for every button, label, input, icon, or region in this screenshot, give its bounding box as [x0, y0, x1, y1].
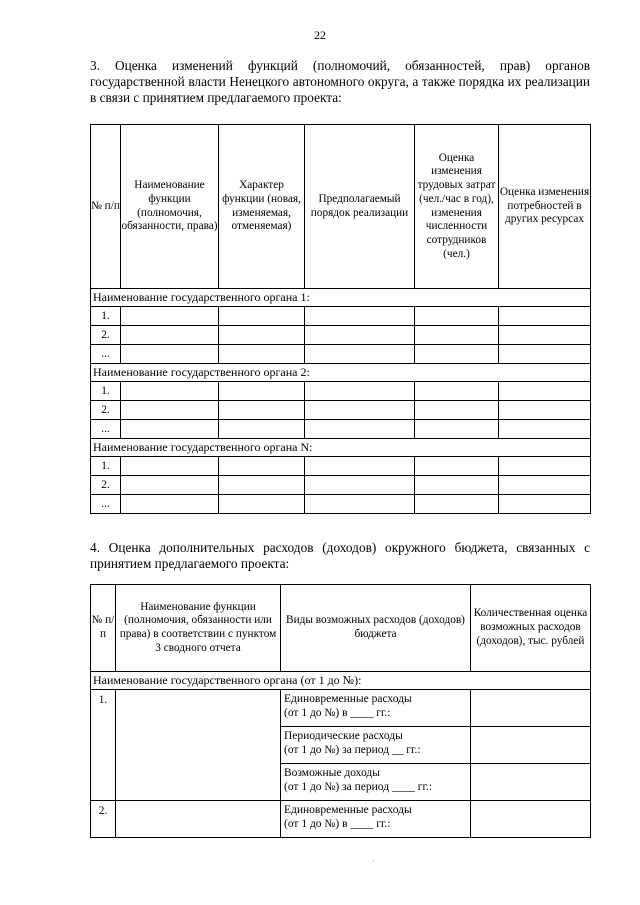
header-expense-kinds: Виды возможных расходов (доходов) бюджета [281, 585, 471, 672]
table-row [91, 307, 591, 326]
cell [219, 326, 305, 345]
header-function-name: Наименование функции (полномочия, обязанности или права) в соответствии с пунктом 3 сводного отчета [116, 585, 281, 672]
cell [116, 801, 281, 838]
header-function-character: Характер функции (новая, изменяемая, отменяемая) [219, 125, 305, 289]
group-label: Наименование государственного органа 2: [91, 364, 591, 382]
cell [219, 476, 305, 495]
expense-kind-line: (от 1 до №) за период ____ гг.: [284, 781, 433, 793]
row-number: 1. [91, 307, 121, 326]
table-row [91, 401, 591, 420]
cell [219, 495, 305, 514]
cell [121, 495, 219, 514]
group-label: Наименование государственного органа (от 1 до №): [91, 672, 591, 690]
cell [415, 495, 499, 514]
cell [219, 420, 305, 439]
cell [415, 326, 499, 345]
cell [305, 457, 415, 476]
row-number: ... [91, 345, 121, 364]
cell [121, 476, 219, 495]
cell [415, 401, 499, 420]
expense-kind-line: (от 1 до №) за период __ гг.: [284, 744, 421, 756]
cell [305, 401, 415, 420]
cell [121, 401, 219, 420]
header-labor-estimate: Оценка изменения трудовых затрат (чел./час в год), изменения численности сотрудников (чел.) [415, 125, 499, 289]
row-number: 1. [91, 690, 116, 801]
cell [305, 476, 415, 495]
expense-kind-onetime [281, 690, 471, 727]
cell [121, 326, 219, 345]
table-row [91, 326, 591, 345]
cell [499, 345, 591, 364]
budget-table-header [91, 585, 591, 672]
cell [121, 457, 219, 476]
cell [219, 457, 305, 476]
functions-table-header [91, 125, 591, 289]
row-number: 2. [91, 401, 121, 420]
row-number: ... [91, 420, 121, 439]
page-number: 22 [314, 28, 326, 42]
cell [499, 401, 591, 420]
functions-table [90, 124, 591, 514]
expense-kind-line: (от 1 до №) в ____ гг.: [284, 818, 391, 830]
row-number: ... [91, 495, 121, 514]
scan-dot: · [372, 857, 375, 866]
cell [121, 420, 219, 439]
cell [305, 326, 415, 345]
row-number: 1. [91, 457, 121, 476]
cell [471, 727, 591, 764]
cell [415, 476, 499, 495]
cell [415, 345, 499, 364]
expense-kind-line: (от 1 до №) в ____ гг.: [284, 707, 391, 719]
budget-table [90, 584, 591, 838]
expense-kind-income [281, 764, 471, 801]
cell [415, 420, 499, 439]
header-implementation-order: Предполагаемый порядок реализации [305, 125, 415, 289]
header-amount-estimate: Количественная оценка возможных расходов (доходов), тыс. рублей [471, 585, 591, 672]
row-number: 2. [91, 476, 121, 495]
table-row [91, 495, 591, 514]
cell [305, 495, 415, 514]
header-resource-estimate: Оценка изменения потребностей в других ресурсах [499, 125, 591, 289]
group-row [91, 364, 591, 382]
table-row [91, 690, 591, 727]
header-num: № п/п [91, 125, 121, 289]
table-row [91, 476, 591, 495]
cell [415, 382, 499, 401]
header-function-name: Наименование функции (полномочия, обязанности, права) [121, 125, 219, 289]
row-number: 1. [91, 382, 121, 401]
cell [121, 307, 219, 326]
group-label: Наименование государственного органа 1: [91, 289, 591, 307]
table-row [91, 382, 591, 401]
table-row [91, 457, 591, 476]
cell [499, 495, 591, 514]
cell [415, 307, 499, 326]
table-row [91, 801, 591, 838]
expense-kind-periodic [281, 727, 471, 764]
group-row [91, 439, 591, 457]
cell [499, 326, 591, 345]
cell [219, 401, 305, 420]
expense-kind-line: Единовременные расходы [284, 693, 412, 705]
cell [499, 420, 591, 439]
section-4-paragraph: 4. Оценка дополнительных расходов (доходов) окружного бюджета, связанных с принятием предлагаемого проекта: [90, 540, 590, 571]
group-row [91, 672, 591, 690]
cell [415, 457, 499, 476]
expense-kind-onetime [281, 801, 471, 838]
table-row [91, 420, 591, 439]
cell [499, 307, 591, 326]
cell [499, 476, 591, 495]
row-number: 2. [91, 801, 116, 838]
cell [471, 801, 591, 838]
group-row [91, 289, 591, 307]
expense-kind-line: Возможные доходы [284, 767, 380, 779]
cell [471, 764, 591, 801]
cell [499, 457, 591, 476]
section-3-paragraph: 3. Оценка изменений функций (полномочий, обязанностей, прав) органов государственной власти Ненецкого автономного округа, а также порядка их реализации в связи с принятием предлагаемого проекта: [90, 58, 590, 105]
cell [116, 690, 281, 801]
cell [121, 382, 219, 401]
cell [305, 420, 415, 439]
row-number: 2. [91, 326, 121, 345]
cell [499, 382, 591, 401]
cell [219, 382, 305, 401]
cell [121, 345, 219, 364]
expense-kind-line: Периодические расходы [284, 730, 403, 742]
cell [305, 382, 415, 401]
expense-kind-line: Единовременные расходы [284, 804, 412, 816]
cell [219, 307, 305, 326]
table-row [91, 345, 591, 364]
cell [471, 690, 591, 727]
group-label: Наименование государственного органа N: [91, 439, 591, 457]
header-num: № п/п [91, 585, 116, 672]
cell [219, 345, 305, 364]
cell [305, 307, 415, 326]
cell [305, 345, 415, 364]
